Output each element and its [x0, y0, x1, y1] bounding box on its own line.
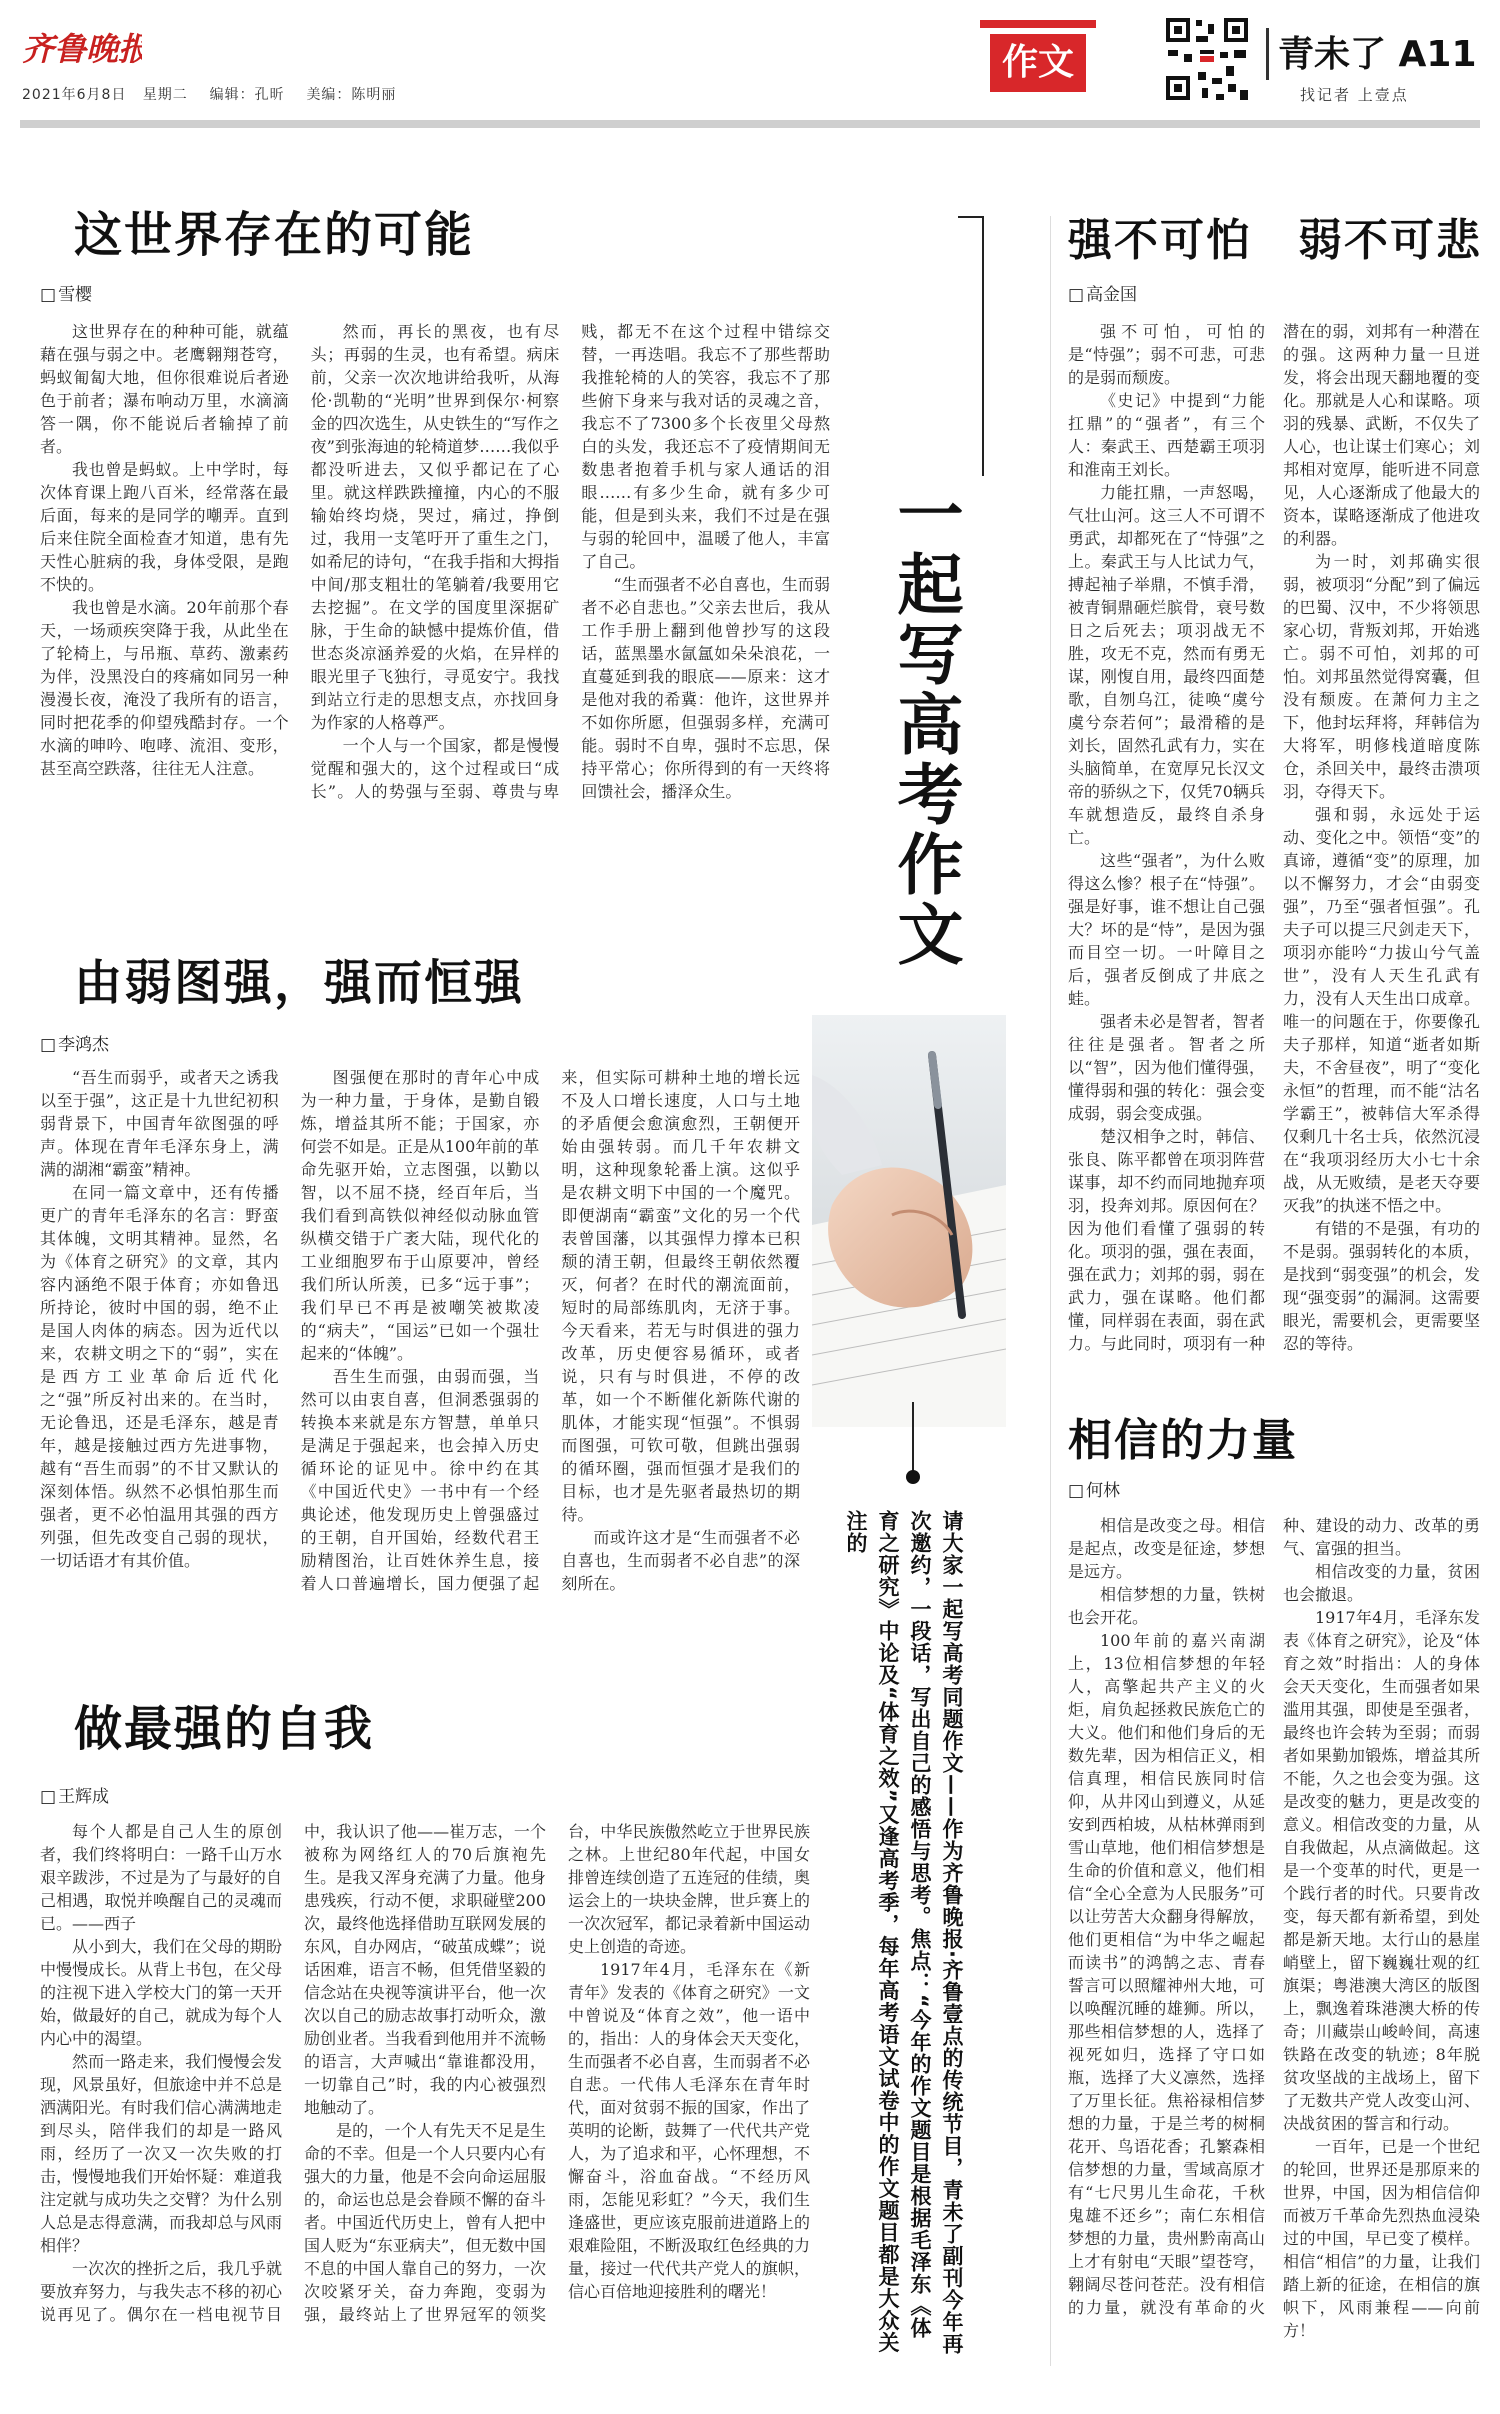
paragraph: 相信是改变之母。相信是起点，改变是征途，梦想是远方。	[1068, 1516, 1265, 1581]
writing-hand-photo	[812, 1015, 1006, 1427]
paragraph: 《史记》中提到“力能扛鼎”的“强者”，有三个人：秦武王、西楚霸王项羽和淮南王刘长。	[1068, 391, 1265, 479]
paragraph: 一个人与一个国家，都是慢慢觉醒和强大的，这个过程或曰“成长”。人的势强与至弱、尊贵与卑贱，都无不在这个过程中错综交替，一再迭唱。我忘不了那些帮助我推轮椅的人的笑容，我忘不了那些俯下身来与我对话的灵魂之音，我忘不了7300多个长夜里父母熬白的头发，我还忘不了疫情期间无数患者抱着手机与家人通话的泪眼……有多少生命，就有多少可能，但是到头来，我们不过是在强与弱的轮回中，温暖了他人，丰富了自己。	[310, 322, 830, 801]
paragraph: 图强便在那时的青年心中成为一种力量，于身体，是勤自锻炼，增益其所不能；于国家，亦何尝不如是。正是从100年前的革命先驱开始，立志图强，以勤以智，以不屈不挠，经百年后，当我们看到高铁似神经似动脉血管纵横交错于广袤大陆，现代化的工业细胞罗布于山原要冲，曾经我们所认所羡，已多“远于事”；我们早已不再是被嘲笑被欺凌的“病夫”，“国运”已如一个强壮起来的“体魄”。	[300, 1068, 540, 1363]
section-label: 作文	[990, 34, 1086, 92]
paragraph: 吾生生而强，由弱而强，当然可以由衷自喜，但洞悉强弱的转换本来就是东方智慧，单单只是满足于强起来，也会掉入历史循环论的证见中。徐中约在其《中国近代史》一书中有一个经典论述，他发现历史上曾强盛过的王朝，自开国始，经数代君王励精图治，让百姓休养生息，接着人口普遍增长，国力便强了起来，但实际可耕种土地的增长远不及人口增长速度，人口与土地的矛盾便会愈演愈烈，王朝便开始由强转弱。而几千年农耕文明，这种现象轮番上演。这似乎是农耕文明下中国的一个魔咒。即便湖南“霸蛮”文化的另一个代表曾国藩，以其强悍力撑本已积颓的清王朝，但最终王朝依然覆灭，何者？在时代的潮流面前，短时的局部练肌肉，无济于事。今天看来，若无与时俱进的强力改革，历史便容易循环，或者说，只有与时俱进，不停的改革，如一个不断催化新陈代谢的肌体，才能实现“恒强”。不惧弱而图强，可钦可敬，但跳出强弱的循环圈，强而恒强才是我们的目标，也才是先驱者最热切的期待。	[300, 1068, 800, 1593]
article-author: □ 李鸿杰	[40, 1030, 109, 1055]
paragraph: 有错的不是强，有功的不是弱。强弱转化的本质，是找到“弱变强”的机会，发现“强变弱”的漏洞。这需要眼光，需要机会，更需要坚忍的等待。	[1283, 1219, 1480, 1353]
article-body	[40, 1820, 810, 2400]
article-title: 强不可怕 弱不可悲	[1068, 215, 1482, 266]
paragraph: “吾生而弱乎，或者天之诱我以至于强”，这正是十九世纪初积弱背景下，中国青年欲图强的呼声。体现在青年毛泽东身上，满满的湖湘“霸蛮”精神。	[40, 1068, 279, 1179]
feature-rule	[982, 216, 984, 476]
paragraph: 一百年，已是一个世纪的轮回，世界还是那原来的世界，中国，因为相信信仰而被万千革命先烈热血浸染过的中国，早已变了模样。相信“相信”的力量，让我们踏上新的征途，在相信的旗帜下，风雨兼程——向前方！	[1283, 2137, 1480, 2340]
paragraph: 强和弱，永远处于运动、变化之中。领悟“变”的真谛，遵循“变”的原理，加以不懈努力，才会“由弱变强”，乃至“强者恒强”。孔夫子可以提三尺剑走天下，项羽亦能吟“力拔山兮气盖世”，没有人天生孔武有力，没有人天生出口成章。唯一的问题在于，你要像孔夫子那样，知道“逝者如斯夫，不舍昼夜”，明了“变化永恒”的哲理，而不能“沽名学霸王”，被韩信大军杀得仅剩几十名士兵，依然沉浸在“我项羽经历大小七十余战，从无败绩，是老天夺要灭我”的执迷不悟之中。	[1283, 805, 1480, 1215]
paragraph: 强不可怕，可怕的是“恃强”；弱不可悲，可悲的是弱而颓废。	[1068, 322, 1265, 387]
article-author: □ 王辉成	[40, 1782, 109, 1807]
page-label: 青未了 A11	[1278, 34, 1477, 75]
dateline	[22, 84, 396, 104]
article-author: □ 何林	[1068, 1476, 1120, 1501]
article-body	[1068, 1514, 1480, 2400]
header-rule	[20, 120, 1480, 128]
paragraph: 强者未必是智者，智者往往是强者。智者之所以“智”，因为他们懂得强，懂得弱和强的转化：强会变成弱，弱会变成强。	[1068, 1012, 1265, 1123]
paragraph: 100年前的嘉兴南湖上，13位相信梦想的年轻人，高擎起共产主义的火炬，肩负起拯救民族危亡的大义。他们和他们身后的无数先辈，因为相信正义，相信真理，相信民族同时信仰，从井冈山到遵义，从延安到西柏坡，从枯林弹雨到雪山草地，他们相信梦想是生命的价值和意义，他们相信“全心全意为人民服务”可以让劳苦大众翻身得解放，他们更相信“为中华之崛起而读书”的鸿鹄之志、青春誓言可以照耀神州大地，可以唤醒沉睡的雄狮。所以，那些相信梦想的人，选择了视死如归，选择了守口如瓶，选择了大义凛然，选择了万里长征。焦裕禄相信梦想的力量，于是兰考的树桐花开、鸟语花香；孔繁森相信梦想的力量，雪域高原才有“七尺男儿生命花，千秋鬼雄不还乡”；南仁东相信梦想的力量，贵州黔南高山上才有射电“天眼”望苍穹，翱阔尽苍问苍茫。没有相信的力量，就没有革命的火种、建设的动力、改革的勇气、富强的担当。	[1068, 1516, 1480, 2317]
paragraph: 是的，一个人有先天不足是生命的不幸。但是一个人只要内心有强大的力量，他是不会向命运屈服的，命运也总是会眷顾不懈的奋斗者。中国近代历史上，曾有人把中国人贬为“东亚病夫”，但无数中国不息的中国人靠自己的努力，一次次咬紧牙关，奋力奔跑，变弱为强，最终站上了世界冠军的领奖台，中华民族傲然屹立于世界民族之林。上世纪80年代起，中国女排曾连续创造了五连冠的佳绩，奥运会上的一块块金牌，世乒赛上的一次次冠军，都记录着新中国运动史上创造的奇迹。	[304, 1822, 810, 2324]
section-tab	[980, 20, 1096, 96]
designer-credit: 美编：陈明丽	[306, 87, 397, 103]
paragraph: 从小到大，我们在父母的期盼中慢慢成长。从背上书包，在父母的注视下进入学校大门的第一天开始，做最好的自己，就成为每个人内心中的渴望。	[40, 1937, 282, 2048]
paragraph: 一次次的挫折之后，我几乎就要放弃努力，与我失志不移的初心说再见了。偶尔在一档电视节目中，我认识了他——崔万志，一个被称为网络红人的70后旗袍先生。是我又浑身充满了力量。他身患残疾，行动不便，求职碰壁200次，最终他选择借助互联网发展的东风，自办网店，“破茧成蝶”；说话困难，语言不畅，但凭借坚毅的信念站在央视等演讲平台，他一次次以自己的励志故事打动听众，激励创业者。当我看到他用并不流畅的语言，大声喊出“靠谁都没用，一切靠自己”时，我的内心被强烈地触动了。	[40, 1822, 546, 2324]
column-divider	[1050, 216, 1051, 2366]
editor-credit: 编辑：孔昕	[209, 87, 285, 103]
paragraph: 我也曾是水滴。20年前那个春天，一场顽疾突降于我，从此坐在了轮椅上，与吊瓶、草药、激素药为伴，没黑没白的疼痛如同另一种漫漫长夜，淹没了我所有的语言，同时把花季的仰望残酷封存。一个水滴的呻吟、咆哮、流泪、变形，甚至高空跌落，往往无人注意。	[40, 598, 289, 778]
logo-text: 齐鲁晚报	[22, 30, 142, 68]
paragraph: 而或许这才是“生而强者不必自喜也，生而弱者不必自悲”的深刻所在。	[561, 1528, 800, 1593]
issue-weekday: 星期二	[142, 87, 188, 103]
paragraph: 为一时，刘邦确实很弱，被项羽“分配”到了偏远的巴蜀、汉中，不少将领思家心切，背叛刘邦，开始逃亡。弱不可怕，刘邦的可怕。刘邦虽然觉得窝囊，但没有颓废。在萧何力主之下，他封坛拜将，拜韩信为大将军，明修栈道暗度陈仓，杀回关中，最终击溃项羽，夺得天下。	[1283, 552, 1480, 801]
paragraph: 我也曾是蚂蚁。上中学时，每次体育课上跑八百米，经常落在最后面，每来的是同学的嘲弄。直到后来住院全面检查才知道，患有先天性心脏病的我，身体受限，是跑不快的。	[40, 460, 289, 594]
bullet-dot	[906, 1470, 920, 1484]
issue-date: 2021年6月8日	[22, 87, 127, 103]
feature-title: 一起写高考作文	[886, 480, 963, 970]
paragraph: 然而，再长的黑夜，也有尽头；再弱的生灵，也有希望。病床前，父亲一次次地讲给我听，从海伦·凯勒的“光明”世界到保尔·柯察金的四次选生，从史铁生的“写作之夜”到张海迪的轮椅道梦……我似乎都没听进去，又似乎都记在了心里。就这样跌跌撞撞，内心的不服输始终均烧，哭过，痛过，挣倒过，我用一支笔吁开了重生之门，如希尼的诗句，“在我手指和大拇指中间/那支粗壮的笔躺着/我要用它去挖掘”。在文学的国度里深据矿脉，于生命的缺憾中提炼价值，借世态炎凉涵养爱的火焰，在异样的眼光里子飞独行，寻觅安宁。我找到站立行走的思想支点，亦找回身为作家的人格尊严。	[310, 322, 560, 732]
paragraph: “生而强者不必自喜也，生而弱者不必自悲也。”父亲去世后，我从工作手册上翻到他曾抄写的这段话，蓝黑墨水氤氲如朵朵浪花，一直蔓延到我的眼底——原来：这才是他对我的希冀：他许，这世界并不如你所愿，但强弱多样，充满可能。弱时不自卑，强时不忘思，保持平常心；你所得到的有一天终将回馈社会，播泽众生。	[581, 575, 830, 801]
paragraph: 相信改变的力量，贫困也会撤退。	[1283, 1562, 1480, 1604]
article-author: □ 雪樱	[40, 280, 92, 305]
paragraph: 在同一篇文章中，还有传播更广的青年毛泽东的名言：野蛮其体魄，文明其精神。显然，名为《体育之研究》的文章，其内容内涵绝不限于体育；亦如鲁迅所持论，彼时中国的弱，绝不止是国人肉体的病态。因为近代以来，农耕文明之下的“弱”，实在是西方工业革命后近代化之“强”所反衬出来的。在当时，无论鲁迅，还是毛泽东，越是青年，越是接触过西方先进事物，越有“吾生而弱”的不甘又默认的深刻体悟。纵然不必惧怕那生而强者，更不必怕温用其强的西方列强，但先改变自己弱的现状，一切话语才有其价值。	[40, 1183, 279, 1570]
paragraph: 1917年4月，毛泽东在《新青年》发表的《体育之研究》一文中曾说及“体育之效”，他一语中的，指出：人的身体会天天变化，生而强者不必自喜，生而弱者不必自悲。一代伟人毛泽东在青年时代，面对贫弱不振的国家，作出了英明的论断，鼓舞了一代代共产党人，为了追求和平，心怀理想，不懈奋斗，浴血奋战。“不经历风雨，怎能见彩虹？”今天，我们生逢盛世，更应该克服前进道路上的艰难险阻，不断汲取红色经典的力量，接过一代代共产党人的旗帜，信心百倍地迎接胜利的曙光！	[568, 1960, 810, 2301]
article-title: 这世界存在的可能	[74, 207, 475, 263]
article-title: 做最强的自我	[74, 1701, 375, 1757]
paragraph: 这些“强者”，为什么败得这么惨？根子在“恃强”。强是好事，谁不想让自己强大？坏的是“恃”，是因为强而目空一切。一叶障目之后，强者反倒成了井底之蛙。	[1068, 851, 1265, 1008]
paragraph: 然而一路走来，我们慢慢会发现，风景虽好，但旅途中并不总是洒满阳光。有时我们信心满满地走到尽头，陪伴我们的却是一路风雨，经历了一次又一次失败的打击，慢慢地我们开始怀疑：难道我注定就与成功失之交臂？为什么别人总是志得意满，而我却总与风雨相伴？	[40, 2052, 282, 2255]
paragraph: 相信梦想的力量，铁树也会开花。	[1068, 1585, 1265, 1627]
qr-code-icon	[1162, 14, 1252, 104]
feature-rule	[958, 216, 984, 218]
newspaper-logo	[22, 24, 142, 70]
article-body	[40, 1066, 800, 1634]
header-divider	[1266, 28, 1269, 80]
paragraph: 1917年4月，毛泽东发表《体育之研究》，论及“体育之效”时指出：人的身体会天天变化，生而强者如果滥用其强，即使是至强者，最终也许会转为至弱；而弱者如果勤加锻炼，增益其所不能，久之也会变为强。这是改变的魅力，更是改变的意义。相信改变的力量，从自我做起，从点滴做起。这是一个变革的时代，更是一个践行者的时代。只要肯改变，每天都有新希望，到处都是新天地。太行山的悬崖峭壁上，留下巍巍壮观的红旗渠；粤港澳大湾区的版图上，飘逸着珠港澳大桥的传奇；川藏崇山峻岭间，高速铁路在改变的轨迹；8年脱贫攻坚战的主战场上，留下了无数共产党人改变山河、决战贫困的誓言和行动。	[1283, 1608, 1480, 2133]
article-title: 相信的力量	[1068, 1415, 1298, 1466]
paragraph: 楚汉相争之时，韩信、张良、陈平都曾在项羽阵营谋事，却不约而同地抛弃项羽，投奔刘邦。原因何在？因为他们看懂了强弱的转化。项羽的强，强在表面，强在武力；刘邦的弱，弱在武力，强在谋略。他们都懂，同样弱在表面，弱在武力。与此同时，项羽有一种潜在的弱，刘邦有一种潜在的强。这两种力量一旦迸发，将会出现天翻地覆的变化。那就是人心和谋略。项羽的残暴、武断，不仅失了人心，也让谋士们寒心；刘邦相对宽厚，能听进不同意见，人心逐渐成了他最大的资本，谋略逐渐成了他进攻的利器。	[1068, 322, 1480, 1353]
paragraph: 这世界存在的种种可能，就蕴藉在强与弱之中。老鹰翱翔苍穹，蚂蚁匍匐大地，但你很难说后者逊色于前者；瀑布响动万里，水滴滴答一隅，你不能说后者输掉了前者。	[40, 322, 289, 456]
article-author: □ 高金国	[1068, 280, 1137, 305]
article-body	[1068, 320, 1480, 1370]
paragraph: 力能扛鼎，一声怒喝，气壮山河。这三人不可谓不勇武，却都死在了“恃强”之上。秦武王与人比试力气，搏起袖子举鼎，不慎手滑，被青铜鼎砸烂膑骨，衰号数日之后死去；项羽战无不胜，攻无不克，然而有勇无谋，刚愎自用，最终四面楚歌，自刎乌江，徒唤“虞兮虞兮奈若何”；最滑稽的是刘长，固然孔武有力，实在头脑简单，在宽厚兄长汉文帝的骄纵之下，仅凭70辆兵车就想造反，最终自杀身亡。	[1068, 483, 1265, 847]
article-title: 由弱图强，强而恒强	[74, 955, 525, 1011]
article-body	[40, 320, 830, 900]
feature-intro: 请大家一起写高考同题作文——作为齐鲁晚报·齐鲁壹点的传统节目，青未了副刊今年再次邀约，一段话，写出自己的感悟与思考。焦点：“今年的作文题目是根据毛泽东《体育之研究》中论及“体育之效”又逢高考季，每年高考语文试卷中的作文题目都是大众关注的	[844, 1510, 964, 2355]
paragraph: 每个人都是自己人生的原创者，我们终将明白：一路千山万水艰辛跋涉，不过是为了与最好的自己相遇，取悦并唤醒自己的灵魂而已。——西子	[40, 1822, 282, 1933]
reporter-hotline: 找记者 上壹点	[1300, 86, 1409, 104]
